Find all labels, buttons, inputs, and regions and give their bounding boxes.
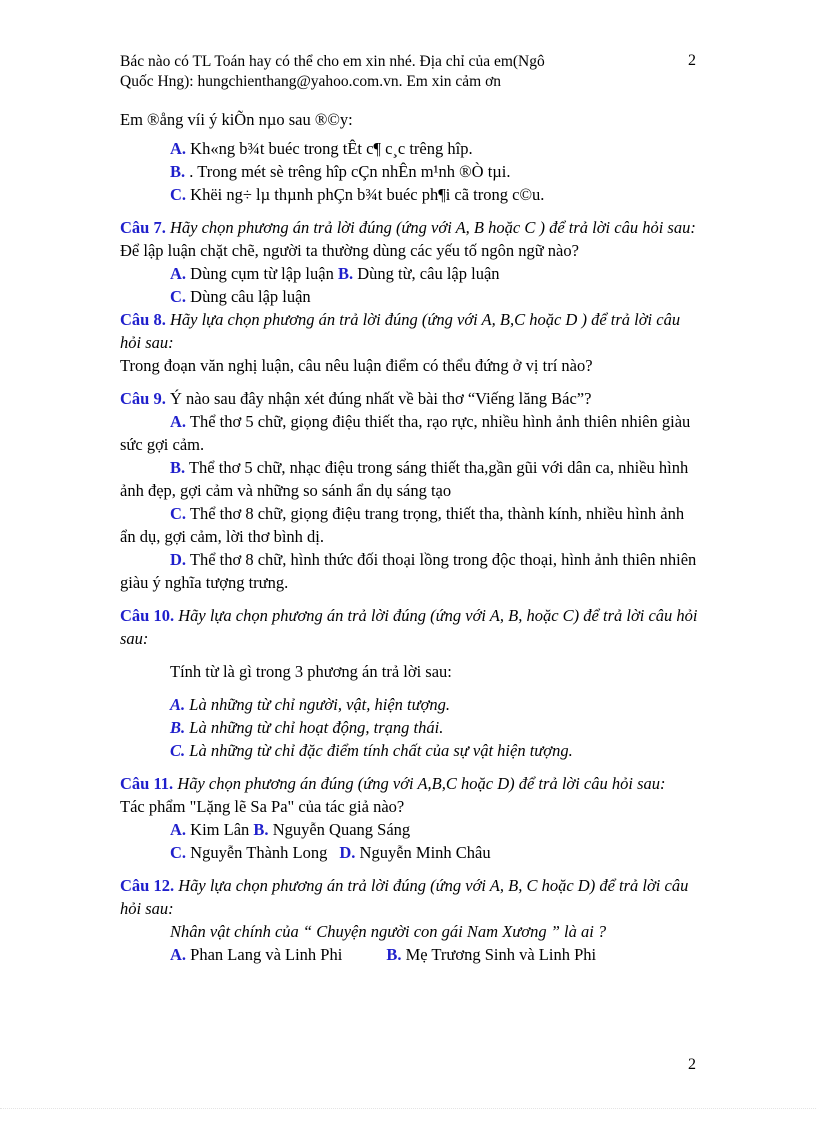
q7-options-row-2: C. Dùng câu lập luận (170, 287, 311, 306)
page-header (120, 52, 680, 92)
q11-options-row-2: C. Nguyễn Thành Long D. Nguyễn Minh Châu (170, 843, 491, 862)
q11-options-row-1: A. Kim Lân B. Nguyễn Quang Sáng (170, 820, 411, 839)
q7-question: Để lập luận chặt chẽ, người ta thường dùng các yếu tố ngôn ngữ nào? (120, 241, 579, 260)
intro-option-b: B. . Trong mét sè trêng hîp cÇn nhÊn m¹nh ®Ò tµi. (170, 162, 511, 181)
q9-heading: Câu 9. Ý nào sau đây nhận xét đúng nhất về bài thơ “Viếng lăng Bác”? (120, 389, 592, 408)
q12-heading: Câu 12. Hãy lựa chọn phương án trả lời đúng (ứng với A, B, C hoặc D) để trả lời câu hỏi sau: (120, 876, 689, 918)
q7-heading: Câu 7. Hãy chọn phương án trả lời đúng (ứng với A, B hoặc C ) để trả lời câu hỏi sau: (120, 218, 696, 237)
q12-options-row: A. Phan Lang và Linh Phi B. Mẹ Trương Sinh và Linh Phi (170, 945, 597, 964)
header-line-2: Quốc Hng): hungchienthang@yahoo.com.vn. Em xin cảm ơn (120, 73, 502, 90)
q8-heading: Câu 8. Hãy lựa chọn phương án trả lời đúng (ứng với A, B,C hoặc D ) để trả lời câu hỏi sau: (120, 310, 681, 352)
footer-page-number: 2 (688, 1056, 696, 1073)
page-bottom-divider (0, 1108, 816, 1109)
q8-question: Trong đoạn văn nghị luận, câu nêu luận điểm có thểu đứng ở vị trí nào? (120, 356, 593, 375)
q9-option-c: C. Thể thơ 8 chữ, giọng điệu trang trọng, thiết tha, thành kính, nhiều hình ảnh ẩn dụ, gợi cảm, lời thơ bình dị. (120, 504, 685, 546)
header-page-number: 2 (688, 52, 696, 69)
q10-option-b: B. Là những từ chỉ hoạt động, trạng thái. (170, 718, 444, 737)
intro-option-c: C. Khëi ng÷ lµ thµnh phÇn b¾t buéc ph¶i cã trong c©u. (170, 185, 545, 204)
q9-option-a: A. Thể thơ 5 chữ, giọng điệu thiết tha, rạo rực, nhiều hình ảnh thiên nhiên giàu sức gợi cảm. (120, 412, 691, 454)
intro-option-a: A. Kh«ng b¾t buéc trong tÊt c¶ c¸c trêng hîp. (170, 139, 473, 158)
q11-question: Tác phẩm "Lặng lẽ Sa Pa" của tác giả nào? (120, 797, 405, 816)
q10-option-a: A. Là những từ chỉ người, vật, hiện tượng. (170, 695, 451, 714)
header-line-1: Bác nào có TL Toán hay có thể cho em xin nhé. Địa chỉ của em(Ngô (120, 53, 545, 70)
q9-option-b: B. Thể thơ 5 chữ, nhạc điệu trong sáng thiết tha,gần gũi với dân ca, nhiều hình ảnh đẹp, gợi cảm và những so sánh ẩn dụ sáng tạo (120, 458, 689, 500)
q7-options-row-1: A. Dùng cụm từ lập luận B. Dùng từ, câu lập luận (170, 264, 500, 283)
q11-heading: Câu 11. Hãy chọn phương án đúng (ứng với A,B,C hoặc D) để trả lời câu hỏi sau: (120, 774, 666, 793)
document-body (120, 108, 700, 966)
q9-option-d: D. Thể thơ 8 chữ, hình thức đối thoại lồng trong độc thoại, hình ảnh thiên nhiên giàu ý nghĩa tượng trưng. (120, 550, 697, 592)
intro-question: Em ®ång víi ý kiÕn nµo sau ®©y: (120, 110, 353, 129)
q12-question: Nhân vật chính của “ Chuyện người con gái Nam Xương ” là ai ? (170, 922, 607, 941)
q10-question: Tính từ là gì trong 3 phương án trả lời sau: (170, 662, 452, 681)
q10-option-c: C. Là những từ chỉ đặc điểm tính chất của sự vật hiện tượng. (170, 741, 573, 760)
q10-heading: Câu 10. Hãy lựa chọn phương án trả lời đúng (ứng với A, B, hoặc C) để trả lời câu hỏi sau: (120, 606, 698, 648)
